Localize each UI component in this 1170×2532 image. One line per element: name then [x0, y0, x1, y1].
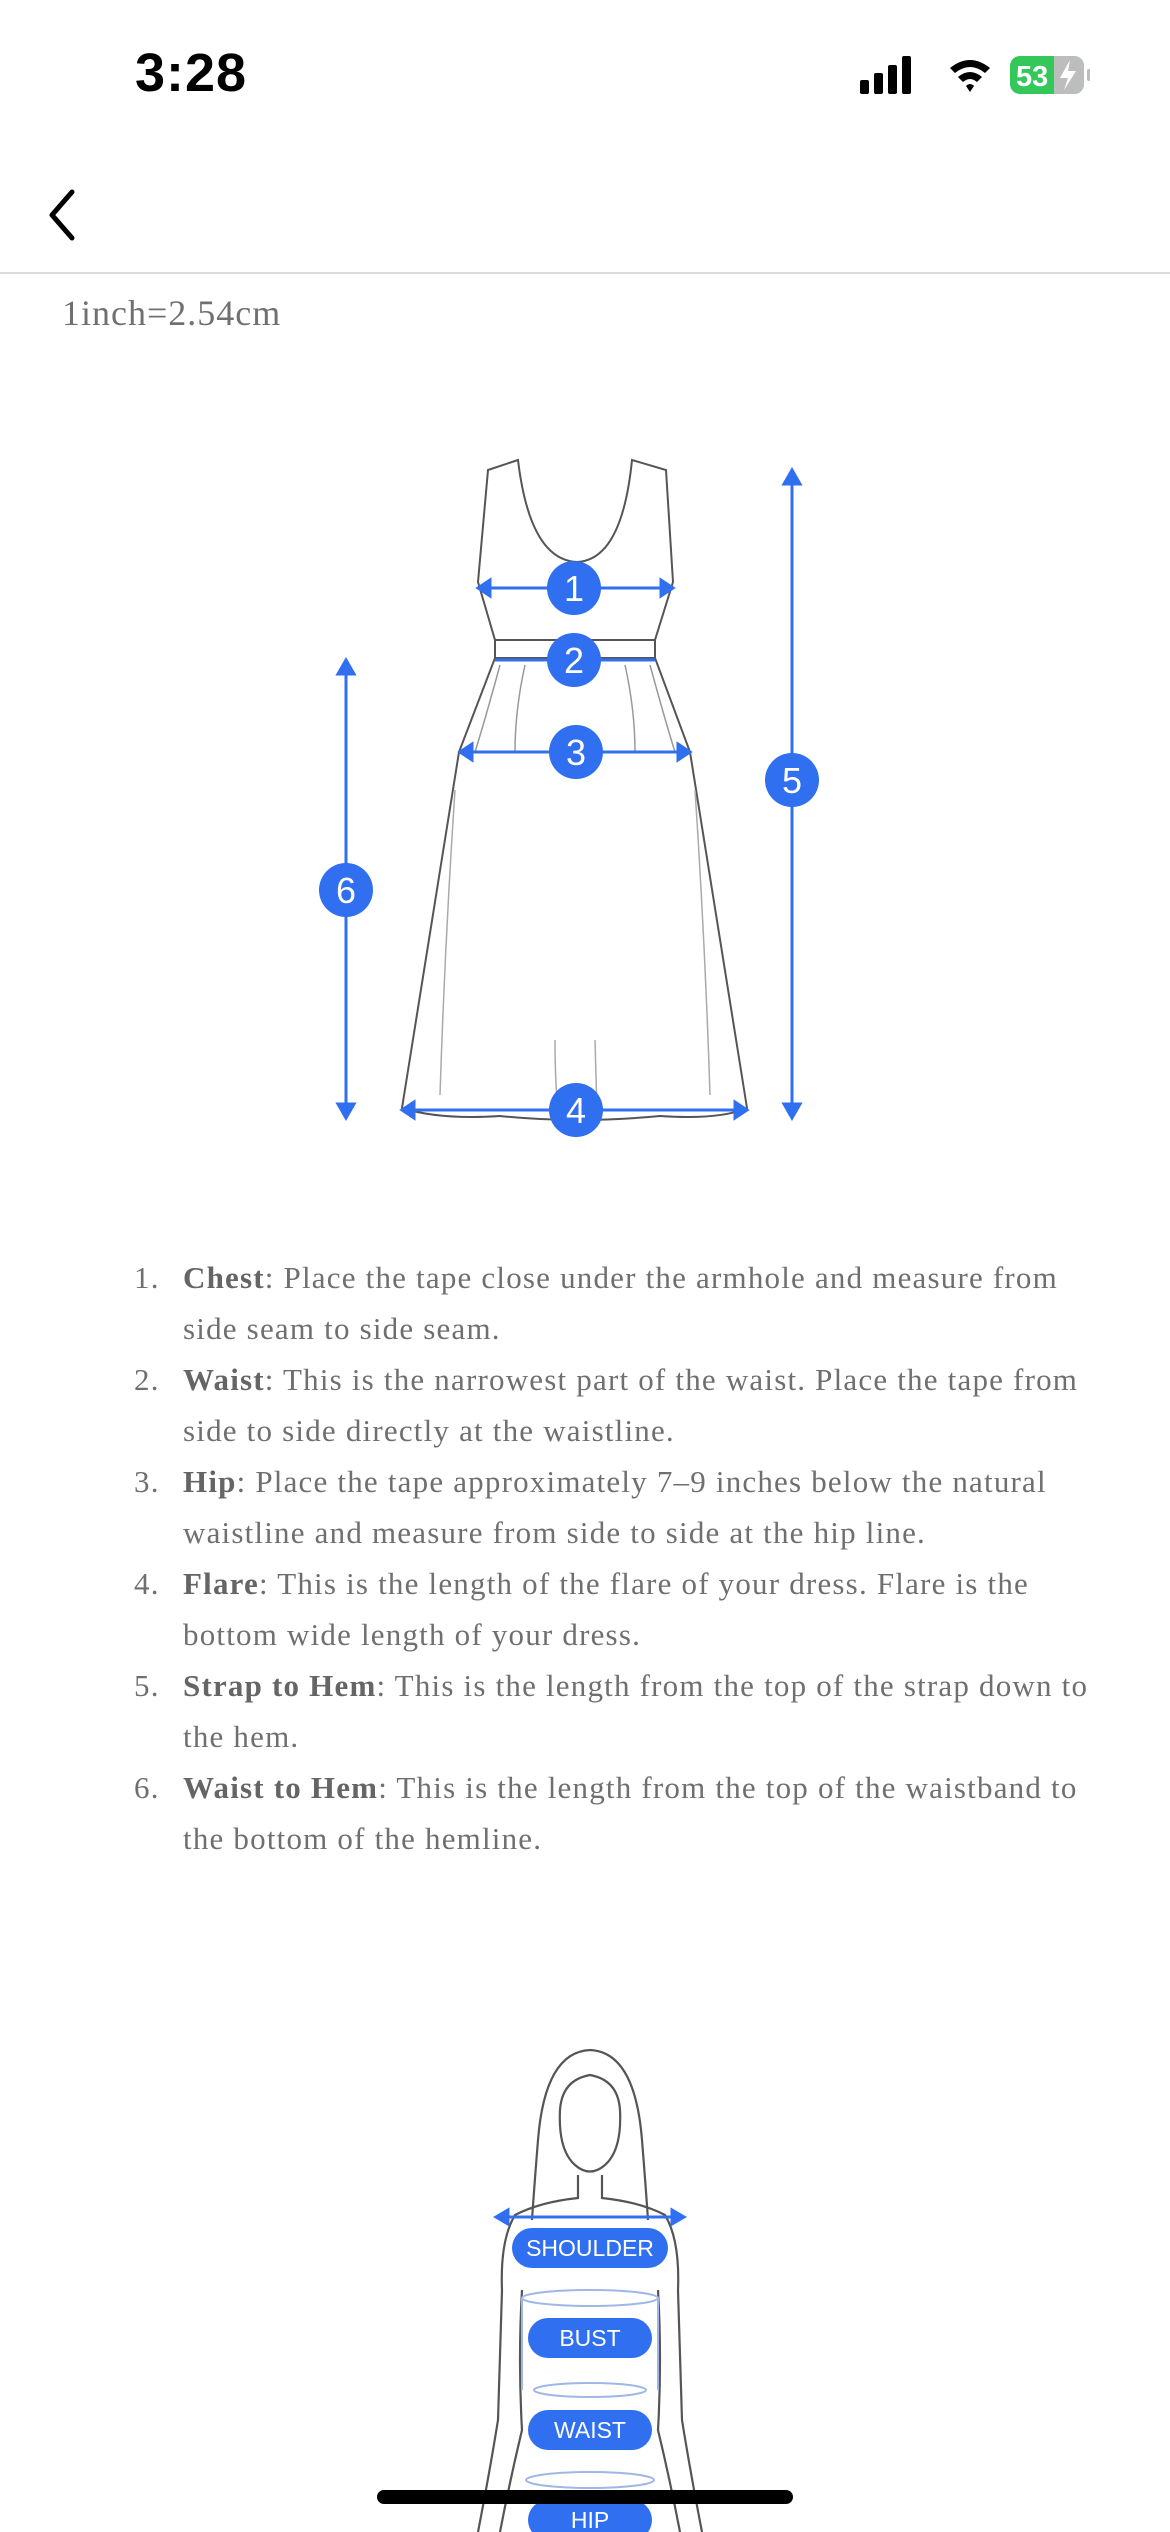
instruction-item — [128, 1354, 1108, 1456]
unit-conversion-note: 1inch=2.54cm — [62, 293, 282, 333]
svg-text:BUST: BUST — [559, 2325, 621, 2351]
instruction-item — [128, 1762, 1108, 1864]
instruction-term: Flare — [183, 1566, 260, 1601]
battery-charging-icon — [1010, 56, 1090, 94]
instruction-number: 1. — [134, 1260, 160, 1295]
instruction-text: : This is the length of the flare of your dress. Flare is the bottom wide length of your dress. — [183, 1566, 1029, 1652]
svg-text:4: 4 — [565, 1090, 587, 1131]
instruction-term: Hip — [183, 1464, 237, 1499]
status-icons — [860, 50, 1090, 100]
cellular-signal-icon — [860, 56, 911, 94]
marker-1 — [547, 561, 601, 615]
marker-6 — [319, 863, 373, 917]
nav-bar — [0, 150, 1170, 274]
shoulder-line — [496, 2210, 684, 2224]
instruction-number: 3. — [134, 1464, 160, 1499]
instruction-text: : Place the tape approximately 7–9 inches below the natural waistline and measure from side to side at the hip line. — [183, 1464, 1047, 1550]
measurement-instructions — [128, 1252, 1108, 1864]
instruction-item — [128, 1456, 1108, 1558]
instruction-text: : Place the tape close under the armhole and measure from side seam to side seam. — [183, 1260, 1058, 1346]
shoulder-label — [512, 2228, 668, 2268]
instruction-term: Chest — [183, 1260, 265, 1295]
instruction-text: : This is the narrowest part of the waist. Place the tape from side to side directly at the waistline. — [183, 1362, 1079, 1448]
instruction-number: 4. — [134, 1566, 160, 1601]
instruction-number: 2. — [134, 1362, 160, 1397]
svg-text:WAIST: WAIST — [554, 2417, 626, 2443]
bust-label — [528, 2318, 652, 2358]
svg-text:2: 2 — [563, 640, 585, 681]
waist-label — [528, 2410, 652, 2450]
instruction-term: Waist to Hem — [183, 1770, 379, 1805]
svg-text:HIP: HIP — [570, 2507, 610, 2532]
dress-measurement-diagram — [300, 440, 880, 1140]
instruction-number: 6. — [134, 1770, 160, 1805]
instruction-text: : This is the length from the top of the waistband to the bottom of the hemline. — [183, 1770, 1078, 1856]
instruction-term: Strap to Hem — [183, 1668, 377, 1703]
marker-5 — [765, 753, 819, 807]
hip-label — [528, 2500, 652, 2532]
dress-outline — [402, 460, 747, 1120]
svg-text:5: 5 — [781, 760, 803, 801]
back-button[interactable] — [36, 180, 106, 250]
status-bar — [0, 0, 1170, 150]
svg-text:6: 6 — [335, 870, 357, 911]
instruction-item — [128, 1252, 1108, 1354]
svg-text:3: 3 — [565, 732, 587, 773]
instruction-text: : This is the length from the top of the strap down to the hem. — [183, 1668, 1089, 1754]
body-measurement-diagram — [460, 2030, 720, 2532]
instruction-item — [128, 1660, 1108, 1762]
battery-level-text: 53 — [1016, 61, 1049, 93]
svg-text:SHOULDER: SHOULDER — [526, 2235, 654, 2261]
marker-4 — [549, 1083, 603, 1137]
home-indicator[interactable] — [377, 2490, 793, 2504]
instruction-term: Waist — [183, 1362, 265, 1397]
instruction-number: 5. — [134, 1668, 160, 1703]
wifi-icon — [950, 60, 990, 92]
status-time: 3:28 — [135, 43, 248, 103]
instruction-item — [128, 1558, 1108, 1660]
marker-2 — [547, 633, 601, 687]
chevron-left-icon — [36, 180, 106, 250]
svg-text:1: 1 — [563, 568, 585, 609]
marker-3 — [549, 725, 603, 779]
